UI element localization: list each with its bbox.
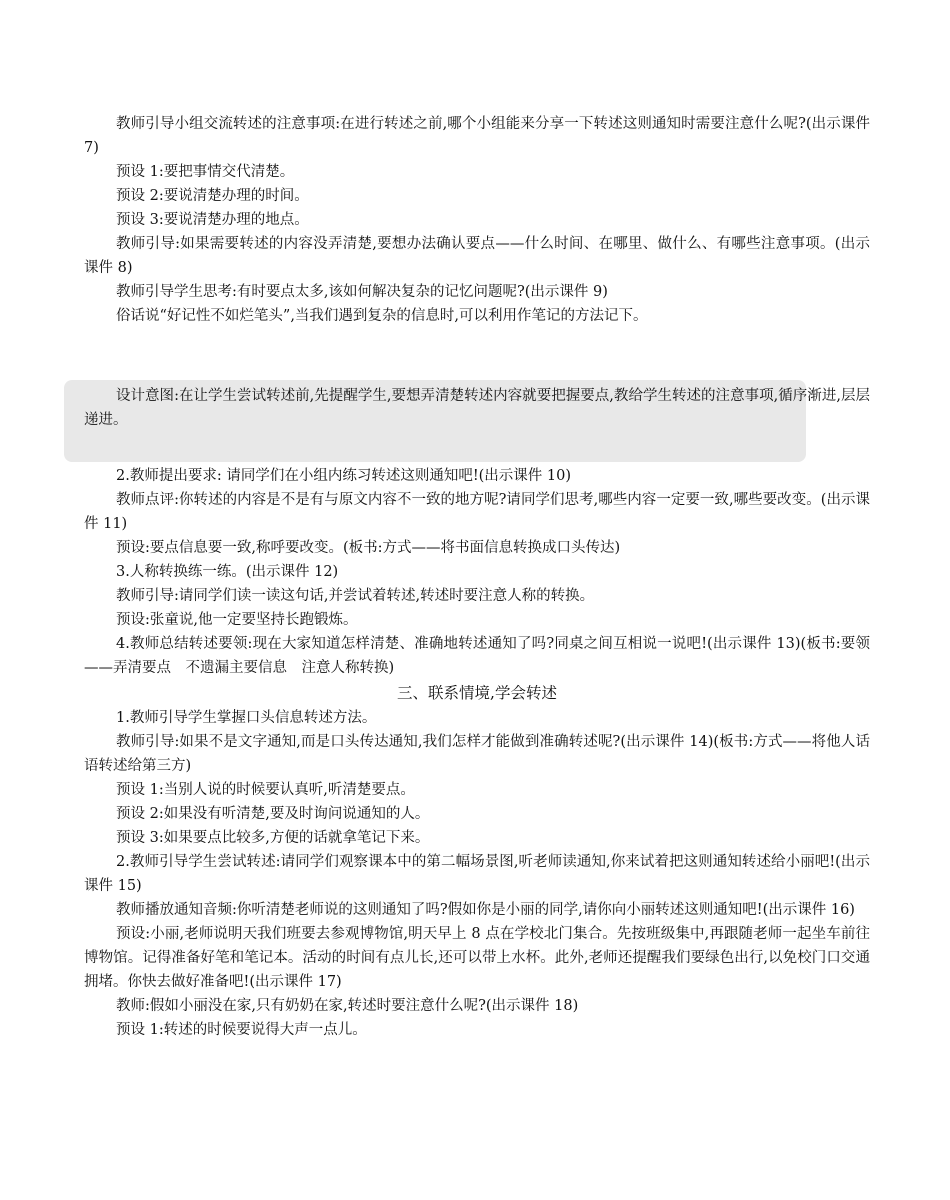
paragraph: 俗话说“好记性不如烂笔头”,当我们遇到复杂的信息时,可以利用作笔记的方法记下。: [116, 308, 648, 324]
paragraph: 教师引导学生思考:有时要点太多,该如何解决复杂的记忆问题呢?(出示课件 9): [116, 284, 608, 300]
paragraph: 1.教师引导学生掌握口头信息转述方法。: [116, 710, 377, 726]
paragraph: 教师引导:如果不是文字通知,而是口头传达通知,我们怎样才能做到准确转述呢?(出示课件 14)(板书:方式——将他人话语转述给第三方): [84, 734, 870, 774]
paragraph: 2.教师引导学生尝试转述:请同学们观察课本中的第二幅场景图,听老师读通知,你来试着把这则通知转述给小丽吧!(出示课件 15): [84, 854, 870, 894]
section-heading: 三、联系情境,学会转述: [397, 684, 557, 702]
paragraph: 预设 1:要把事情交代清楚。: [116, 164, 295, 180]
paragraph: 预设 3:如果要点比较多,方便的话就拿笔记下来。: [116, 830, 430, 846]
paragraph: 预设 2:如果没有听清楚,要及时询问说通知的人。: [116, 806, 430, 822]
paragraph: 预设 1:当别人说的时候要认真听,听清楚要点。: [116, 782, 415, 798]
document-page: [84, 112, 870, 1042]
paragraph: 教师点评:你转述的内容是不是有与原文内容不一致的地方呢?请同学们思考,哪些内容一定要一致,哪些要改变。(出示课件 11): [84, 492, 870, 532]
design-note-box: [84, 384, 870, 456]
paragraph: 教师引导:请同学们读一读这句话,并尝试着转述,转述时要注意人称的转换。: [116, 588, 595, 604]
paragraph: 教师引导:如果需要转述的内容没弄清楚,要想办法确认要点——什么时间、在哪里、做什么、有哪些注意事项。(出示课件 8): [84, 236, 870, 276]
paragraph: 3.人称转换练一练。(出示课件 12): [116, 564, 339, 580]
paragraph: 预设 1:转述的时候要说得大声一点儿。: [116, 1022, 367, 1038]
paragraph: 预设 3:要说清楚办理的地点。: [116, 212, 309, 228]
paragraph: 4.教师总结转述要领:现在大家知道怎样清楚、准确地转述通知了吗?同桌之间互相说一说吧!(出示课件 13)(板书:要领——弄清要点 不遗漏主要信息 注意人称转换): [84, 636, 870, 676]
paragraph: 预设:要点信息要一致,称呼要改变。(板书:方式——将书面信息转换成口头传达): [116, 540, 621, 556]
paragraph: 预设:小丽,老师说明天我们班要去参观博物馆,明天早上 8 点在学校北门集合。先按班级集中,再跟随老师一起坐车前往博物馆。记得准备好笔和笔记本。活动的时间有点儿长,还可以带上水杯。此外,老师还提醒我们要绿色出行,以免校门口交通拥堵。你快去做好准备吧!(出示课件 17): [84, 926, 870, 990]
paragraph: 教师播放通知音频:你听清楚老师说的这则通知了吗?假如你是小丽的同学,请你向小丽转述这则通知吧!(出示课件 16): [116, 902, 855, 918]
paragraph: 预设:张童说,他一定要坚持长跑锻炼。: [116, 612, 358, 628]
design-note-text: 设计意图:在让学生尝试转述前,先提醒学生,要想弄清楚转述内容就要把握要点,教给学生转述的注意事项,循序渐进,层层递进。: [84, 388, 870, 428]
paragraph: 2.教师提出要求: 请同学们在小组内练习转述这则通知吧!(出示课件 10): [116, 468, 572, 484]
paragraph: 教师:假如小丽没在家,只有奶奶在家,转述时要注意什么呢?(出示课件 18): [116, 998, 579, 1014]
paragraph: 预设 2:要说清楚办理的时间。: [116, 188, 309, 204]
paragraph: 教师引导小组交流转述的注意事项:在进行转述之前,哪个小组能来分享一下转述这则通知时需要注意什么呢?(出示课件 7): [84, 116, 870, 156]
spacer: [84, 328, 870, 384]
